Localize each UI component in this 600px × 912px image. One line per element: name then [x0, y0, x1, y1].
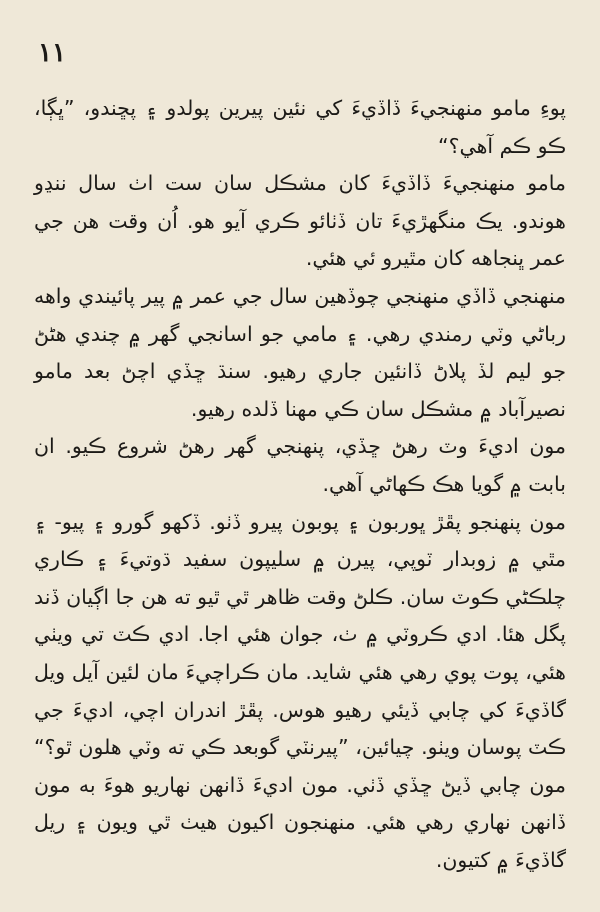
- paragraph-4: مون اديءَ وٽ رهڻ ڇڏي، پنهنجي گهر رهڻ شروع ڪيو. ان بابت ۾ گويا هڪ ڪهاڻي آهي.: [34, 434, 566, 496]
- page-number: ۱۱: [38, 38, 66, 68]
- paragraph-2: مامو منهنجيءَ ڏاڏيءَ کان مشڪل سان ست اٺ سال ننڍو هوندو. يڪ منگهڙيءَ تان ڏٺائو ڪري آيو هو. اُن وقت هن جي عمر ڀنجاهه کان مٿيرو ئي هئي.: [34, 171, 566, 271]
- paragraph-1: پوءِ مامو منهنجيءَ ڏاڏيءَ کي نئين پيرين پولدو ۽ پڇندو، ”ڀڳا، ڪو ڪم آهي؟“: [34, 96, 566, 158]
- body-text: [34, 90, 566, 879]
- paragraph-5: مون پنهنجو پڦڙ ڀوربون ۽ پوبون پيرو ڏٺو. ڏکهو گورو ۽ پيو- ۽ مٿي ۾ زوبدار ٽوپي، پيرن ۾ سليپون سفيد ڌوتيءَ ۽ ڪاري چلڪڻي ڪوٽ سان. ڪلڻ وقت ظاهر ٿي ٿيو ته هن جا اڳيان ڏند پگل هئا. ادي ڪروٽي ۾ ٺ، جوان هئي اجا. ادي ڪٽ تي ويٺي هئي، پوت پوي رهي هئي شايد. مان ڪراچيءَ مان لئين آيل ويل گاڏيءَ کي چابي ڏيئي رهيو هوس. پڦڙ اندران اچي، اديءَ جي ڪٽ پوسان ويٺو. چيائين، ”پيرنٽي گوبعد ڪي ته وٽي هلون ٿو؟“ مون چابي ڏيڻ ڇڏي ڏٺي. مون اديءَ ڏانهن نهاريو هوءَ به مون ڏانهن نهاري رهي هئي. منهنجون اکيون هيٺ ٿي ويون ۽ ريل گاڏيءَ ۾ کتيون.: [34, 509, 566, 872]
- paragraph-3: منهنجي ڏاڏي منهنجي چوڏهين سال جي عمر ۾ پير پائيندي واهه رباڻي وٽي رمندي رهي. ۽ مامي جو اسانجي گهر ۾ چندي هڻڻ جو ليم لڏ پلاڻ ڏانئين جاري رهيو. سنڌ ڇڏي اچڻ بعد مامو نصيرآباد ۾ مشڪل سان ڪي مهنا ڏلده رهيو.: [34, 283, 566, 421]
